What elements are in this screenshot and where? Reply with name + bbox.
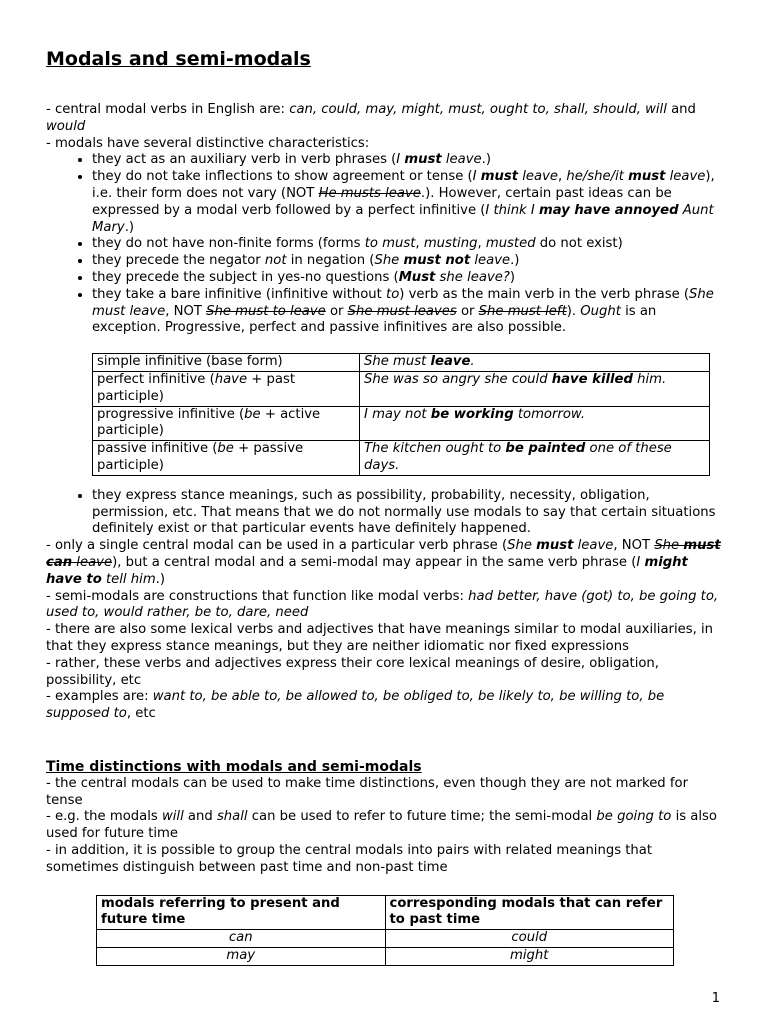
list-item: • they do not have non-finite forms (forms to must, musting, musted do not exist) <box>92 236 726 253</box>
table-row <box>97 930 674 948</box>
table-cell: I may not be working tomorrow. <box>360 406 710 441</box>
paragraph: - in addition, it is possible to group the central modals into pairs with related meanings that sometimes distinguish between past time and non-past time <box>46 843 653 875</box>
list-item: • they express stance meanings, such as possibility, probability, necessity, obligation, permission, etc. That means that we do not normally use modals to say that certain situations definitely exist or that particular events have definitely happened. <box>92 488 726 538</box>
list-item: • they do not take inflections to show agreement or tense (I must leave, he/she/it must leave), i.e. their form does not vary (NOT He musts leave.). However, certain past ideas can be expressed by a modal verb followed by a perfect infinitive (I think I may have annoyed Aunt Mary.) <box>92 169 726 236</box>
section-heading: Time distinctions with modals and semi-modals <box>46 758 422 775</box>
time-modals-table <box>96 895 674 966</box>
table-cell: passive infinitive (be + passive participle) <box>93 441 360 476</box>
paragraph: - there are also some lexical verbs and adjectives that have meanings similar to modal auxiliaries, in that they express stance meanings, but they are neither idiomatic nor fixed expressions <box>46 622 714 654</box>
table-cell: progressive infinitive (be + active participle) <box>93 406 360 441</box>
intro-line-1: - central modal verbs in English are: can, could, may, might, must, ought to, shall, should, will and would <box>46 102 696 134</box>
list-item: • they precede the negator not in negation (She must not leave.) <box>92 253 726 270</box>
paragraph: - the central modals can be used to make time distinctions, even though they are not marked for tense <box>46 775 689 808</box>
paragraph: - examples are: want to, be able to, be allowed to, be obliged to, be likely to, be willing to, be supposed to, etc <box>46 689 665 722</box>
table-row <box>97 948 674 966</box>
table-cell: The kitchen ought to be painted one of these days. <box>360 441 710 476</box>
characteristics-list <box>46 152 726 337</box>
intro-line-2: - modals have several distinctive characteristics: <box>46 135 370 151</box>
list-item: • they act as an auxiliary verb in verb phrases (I must leave.) <box>92 152 726 169</box>
table-cell: perfect infinitive (have + past participle) <box>93 371 360 406</box>
list-item: • they take a bare infinitive (infinitive without to) verb as the main verb in the verb phrase (She must leave, NOT She must to leave or She must leaves or She must left). Ought is an exception. Progressive, perfect and passive infinitives are also possible. <box>92 287 726 337</box>
document-title: Modals and semi-modals <box>46 48 311 70</box>
list-item: • they precede the subject in yes-no questions (Must she leave?) <box>92 270 726 287</box>
paragraph: - e.g. the modals will and shall can be used to refer to future time; the semi-modal be going to is also used for future time <box>46 809 717 842</box>
table-row <box>93 406 710 441</box>
document-page <box>46 48 726 966</box>
paragraph: - rather, these verbs and adjectives express their core lexical meanings of desire, obligation, possibility, etc <box>46 655 659 688</box>
table-cell: may <box>97 948 386 966</box>
table-header-row <box>97 895 674 930</box>
table-cell: could <box>385 930 674 948</box>
table-cell: simple infinitive (base form) <box>93 354 360 372</box>
table-cell: She was so angry she could have killed him. <box>360 371 710 406</box>
paragraph: - semi-modals are constructions that function like modal verbs: had better, have (got) to, be going to, used to, would rather, be to, dare, need <box>46 588 719 621</box>
table-cell: can <box>97 930 386 948</box>
table-row <box>93 371 710 406</box>
table-row <box>93 354 710 372</box>
stance-list <box>46 488 726 538</box>
paragraph: - only a single central modal can be used in a particular verb phrase (She must leave, NOT She must can leave), but a central modal and a semi-modal may appear in the same verb phrase (I might have to tell him.) <box>46 538 721 587</box>
table-header-cell: modals referring to present and future time <box>97 895 386 930</box>
table-cell: might <box>385 948 674 966</box>
table-cell: She must leave. <box>360 354 710 372</box>
infinitive-table <box>92 353 710 476</box>
page-number: 1 <box>711 991 720 1006</box>
table-row <box>93 441 710 476</box>
table-header-cell: corresponding modals that can refer to past time <box>385 895 674 930</box>
